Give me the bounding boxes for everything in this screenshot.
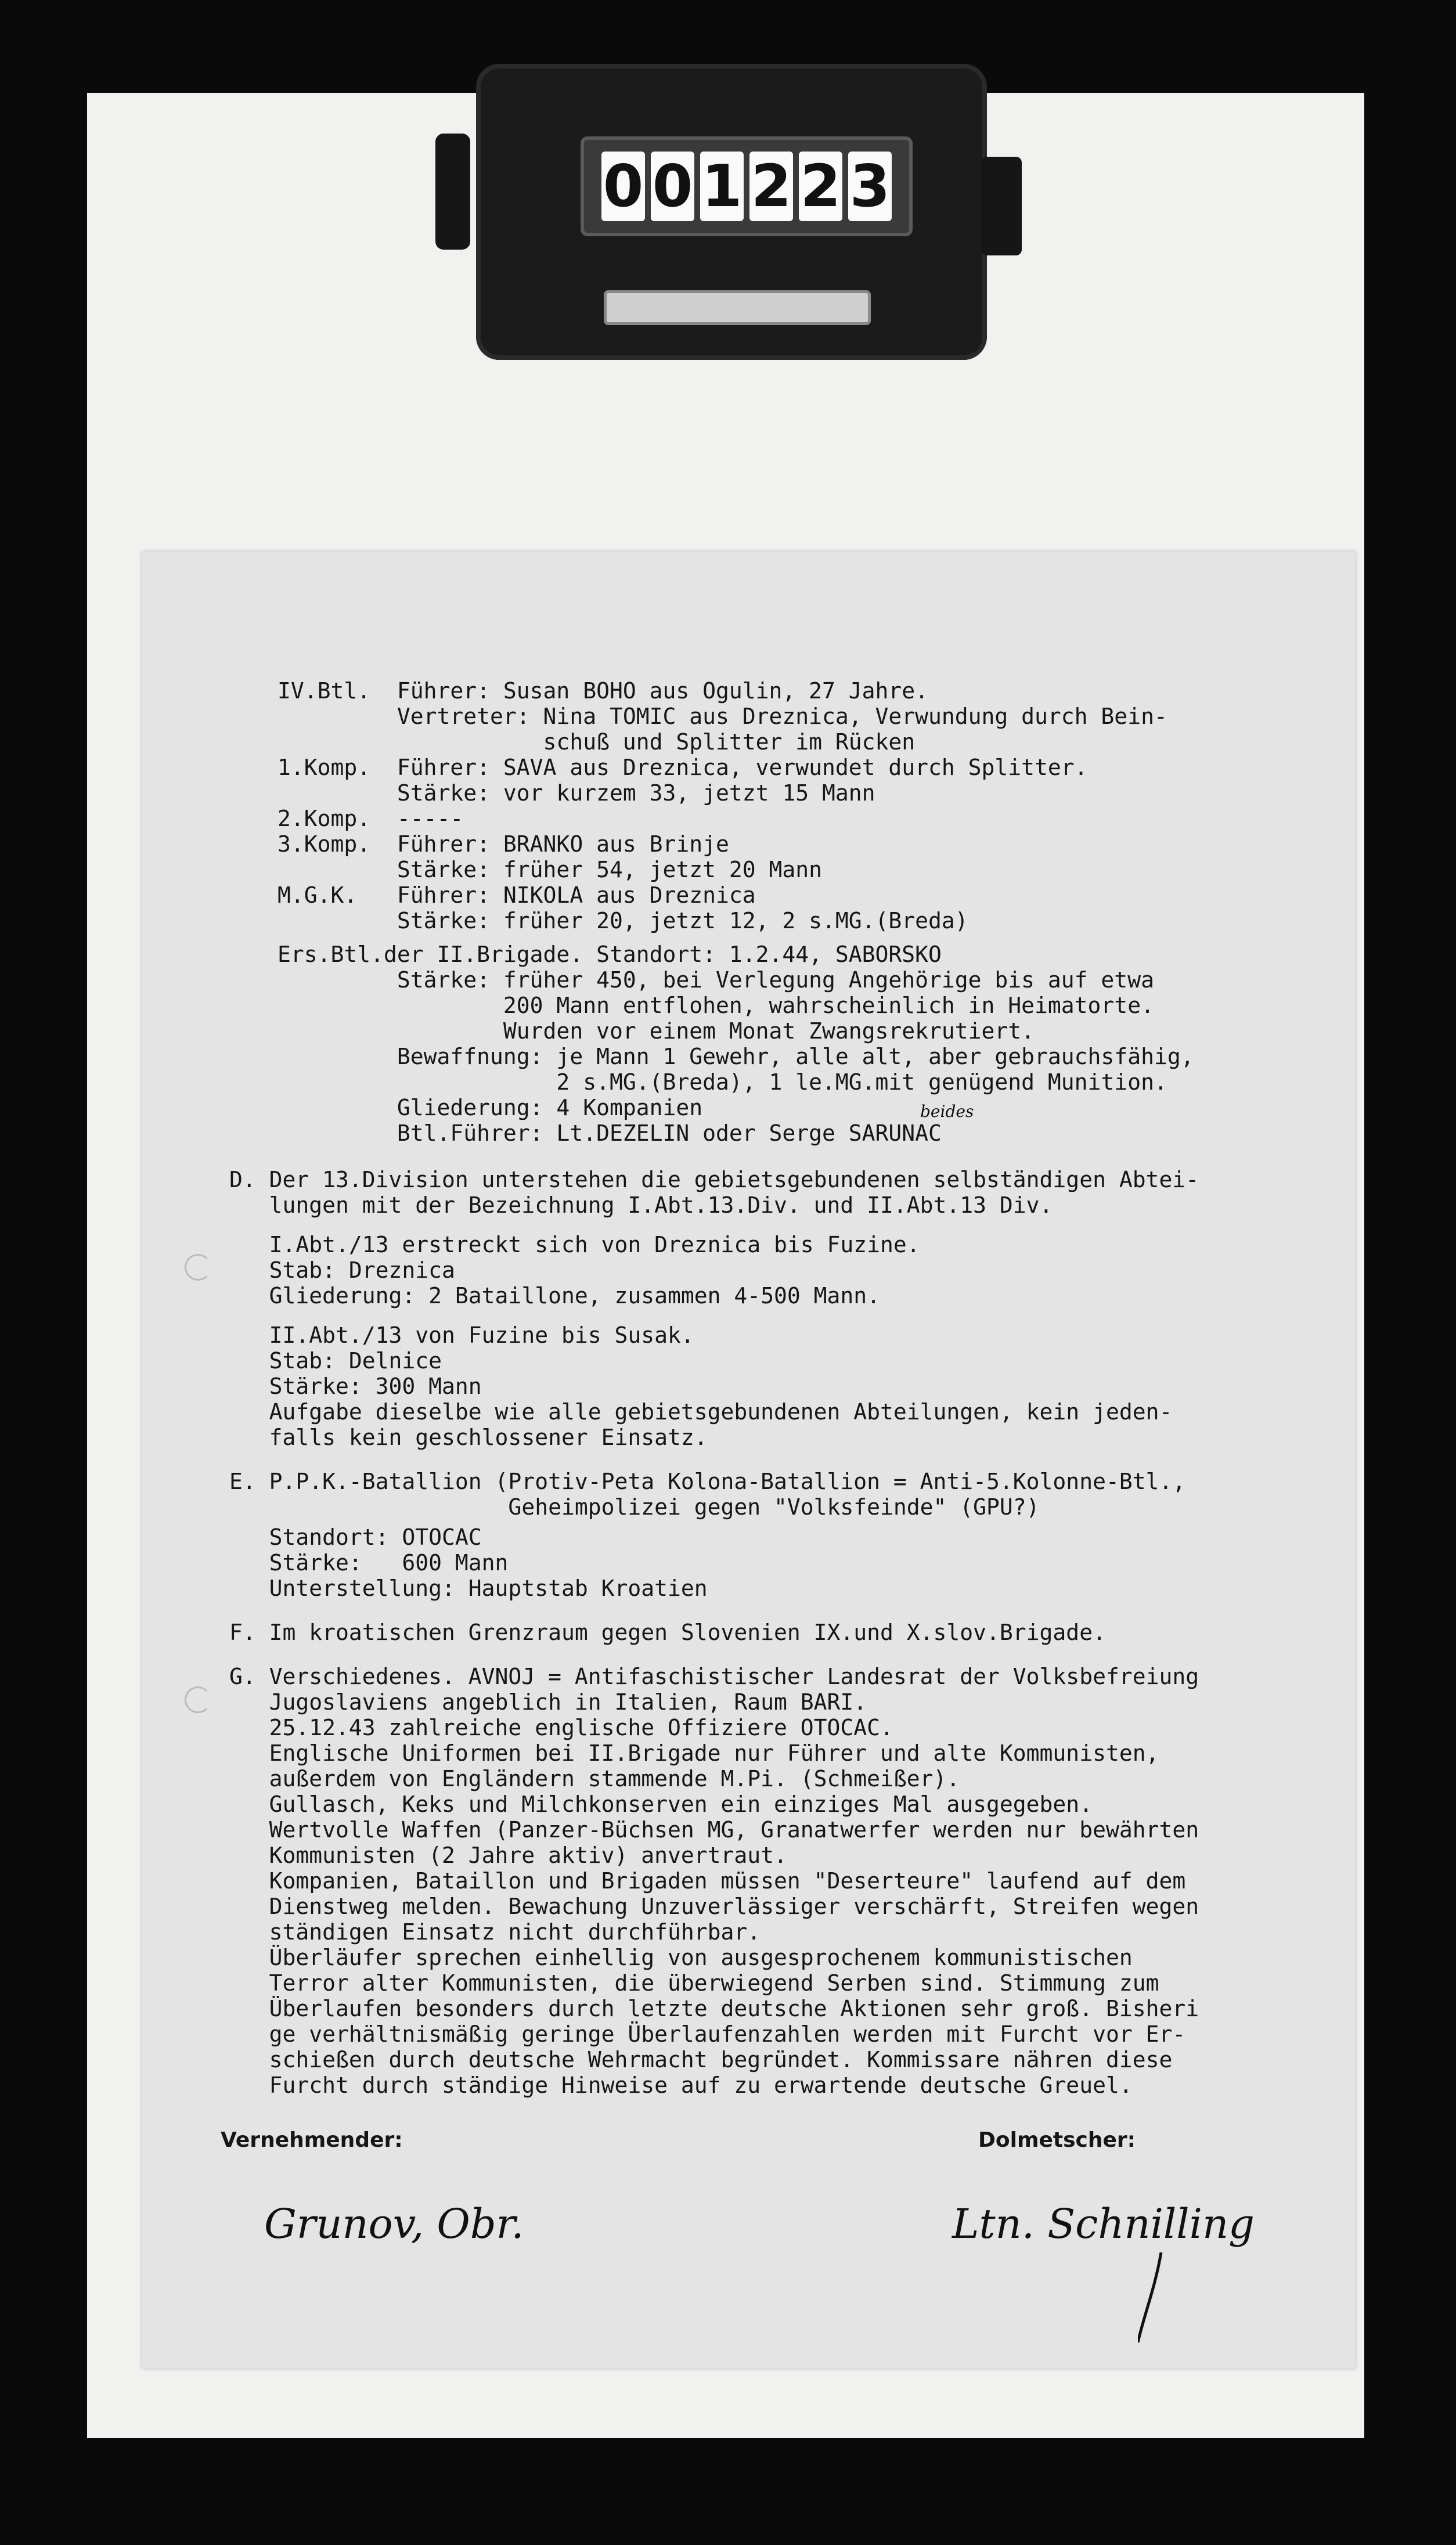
interpreter-label: Dolmetscher:: [978, 2128, 1136, 2152]
counter-digit: 1: [700, 152, 744, 221]
doc-line: Wurden vor einem Monat Zwangsrekrutiert.: [277, 1018, 1035, 1044]
doc-line: Furcht durch ständige Hinweise auf zu erwartende deutsche Greuel.: [229, 2072, 1133, 2098]
doc-line: 3.Komp. Führer: BRANKO aus Brinje: [277, 831, 729, 857]
doc-line: G. Verschiedenes. AVNOJ = Antifaschistischer Landesrat der Volksbefreiung: [229, 1664, 1199, 1689]
handwritten-note: beides: [920, 1102, 974, 1121]
interrogator-signature: Grunov, Obr.: [264, 2200, 524, 2248]
doc-line: 1.Komp. Führer: SAVA aus Dreznica, verwundet durch Splitter.: [277, 755, 1088, 780]
doc-line: I.Abt./13 erstreckt sich von Dreznica bis Fuzine.: [229, 1232, 920, 1257]
doc-line: außerdem von Engländern stammende M.Pi. (Schmeißer).: [229, 1766, 960, 1791]
counter-digits: [581, 136, 913, 236]
counter-plate: [604, 290, 871, 325]
doc-line: lungen mit der Bezeichnung I.Abt.13.Div. und II.Abt.13 Div.: [229, 1192, 1053, 1218]
counter-digit: 2: [749, 152, 793, 221]
doc-line: Stärke: vor kurzem 33, jetzt 15 Mann: [277, 780, 875, 806]
doc-line: Kompanien, Bataillon und Brigaden müssen "Deserteure" laufend auf dem: [229, 1868, 1186, 1894]
doc-line: Stab: Dreznica: [229, 1257, 455, 1283]
counter-digit: 0: [601, 152, 645, 221]
doc-line: Ers.Btl.der II.Brigade. Standort: 1.2.44, SABORSKO: [277, 942, 942, 967]
doc-line: Kommunisten (2 Jahre aktiv) anvertraut.: [229, 1843, 787, 1868]
doc-line: II.Abt./13 von Fuzine bis Susak.: [229, 1322, 694, 1348]
doc-line: D. Der 13.Division unterstehen die gebietsgebundenen selbständigen Abtei-: [229, 1167, 1199, 1192]
doc-line: Englische Uniformen bei II.Brigade nur Führer und alte Kommunisten,: [229, 1740, 1159, 1766]
doc-line: Gullasch, Keks und Milchkonserven ein einziges Mal ausgegeben.: [229, 1791, 1093, 1817]
doc-line: Stärke: früher 20, jetzt 12, 2 s.MG.(Breda): [277, 908, 968, 933]
doc-line: Stab: Delnice: [229, 1348, 442, 1374]
counter-digit: 0: [651, 152, 694, 221]
doc-line: Dienstweg melden. Bewachung Unzuverlässiger verschärft, Streifen wegen: [229, 1894, 1199, 1919]
doc-line: Überlaufen besonders durch letzte deutsche Aktionen sehr groß. Bisheri: [229, 1996, 1199, 2021]
doc-line: 2.Komp. -----: [277, 806, 464, 831]
doc-line: Btl.Führer: Lt.DEZELIN oder Serge SARUNAC: [277, 1120, 942, 1146]
doc-line: 25.12.43 zahlreiche englische Offiziere OTOCAC.: [229, 1715, 893, 1740]
doc-line: 2 s.MG.(Breda), 1 le.MG.mit genügend Munition.: [277, 1069, 1167, 1095]
doc-line: falls kein geschlossener Einsatz.: [229, 1425, 708, 1450]
doc-line: Geheimpolizei gegen "Volksfeinde" (GPU?): [229, 1494, 1040, 1520]
doc-line: Stärke: früher 450, bei Verlegung Angehörige bis auf etwa: [277, 967, 1154, 993]
counter-knob-right: [981, 157, 1022, 255]
frame-counter-device: [464, 46, 999, 372]
doc-line: Bewaffnung: je Mann 1 Gewehr, alle alt, aber gebrauchsfähig,: [277, 1044, 1194, 1069]
doc-line: ständigen Einsatz nicht durchführbar.: [229, 1919, 761, 1945]
doc-line: Stärke: 600 Mann: [229, 1550, 509, 1576]
doc-line: Standort: OTOCAC: [229, 1524, 482, 1550]
counter-digit: 3: [848, 152, 892, 221]
doc-line: Jugoslaviens angeblich in Italien, Raum BARI.: [229, 1689, 867, 1715]
signature-stroke: [1138, 2252, 1173, 2345]
interrogator-label: Vernehmender:: [221, 2128, 403, 2152]
doc-line: Gliederung: 4 Kompanien: [277, 1095, 703, 1120]
doc-line: schießen durch deutsche Wehrmacht begründet. Kommissare nähren diese: [229, 2047, 1173, 2072]
doc-line: Terror alter Kommunisten, die überwiegend Serben sind. Stimmung zum: [229, 1970, 1159, 1996]
doc-line: Stärke: früher 54, jetzt 20 Mann: [277, 857, 822, 882]
interpreter-signature: Ltn. Schnilling: [952, 2200, 1255, 2248]
doc-line: Aufgabe dieselbe wie alle gebietsgebundenen Abteilungen, kein jeden-: [229, 1399, 1173, 1425]
doc-line: IV.Btl. Führer: Susan BOHO aus Ogulin, 27 Jahre.: [277, 678, 929, 704]
doc-line: Stärke: 300 Mann: [229, 1374, 482, 1399]
doc-line: Vertreter: Nina TOMIC aus Dreznica, Verwundung durch Bein-: [277, 704, 1167, 729]
counter-digit: 2: [799, 152, 842, 221]
punch-hole-icon: [185, 1686, 211, 1713]
doc-line: Unterstellung: Hauptstab Kroatien: [229, 1576, 708, 1601]
doc-line: M.G.K. Führer: NIKOLA aus Dreznica: [277, 882, 756, 908]
doc-line: Überläufer sprechen einhellig von ausgesprochenem kommunistischen: [229, 1945, 1133, 1970]
counter-knob-left: [435, 134, 470, 250]
doc-line: Gliederung: 2 Bataillone, zusammen 4-500 Mann.: [229, 1283, 881, 1308]
doc-line: 200 Mann entflohen, wahrscheinlich in Heimatorte.: [277, 993, 1154, 1018]
punch-hole-icon: [185, 1254, 211, 1281]
doc-line: E. P.P.K.-Batallion (Protiv-Peta Kolona-Batallion = Anti-5.Kolonne-Btl.,: [229, 1469, 1186, 1494]
doc-line: F. Im kroatischen Grenzraum gegen Slovenien IX.und X.slov.Brigade.: [229, 1620, 1106, 1645]
doc-line: Wertvolle Waffen (Panzer-Büchsen MG, Granatwerfer werden nur bewährten: [229, 1817, 1199, 1843]
doc-line: schuß und Splitter im Rücken: [277, 729, 916, 755]
doc-line: ge verhältnismäßig geringe Überlaufenzahlen werden mit Furcht vor Er-: [229, 2021, 1186, 2047]
